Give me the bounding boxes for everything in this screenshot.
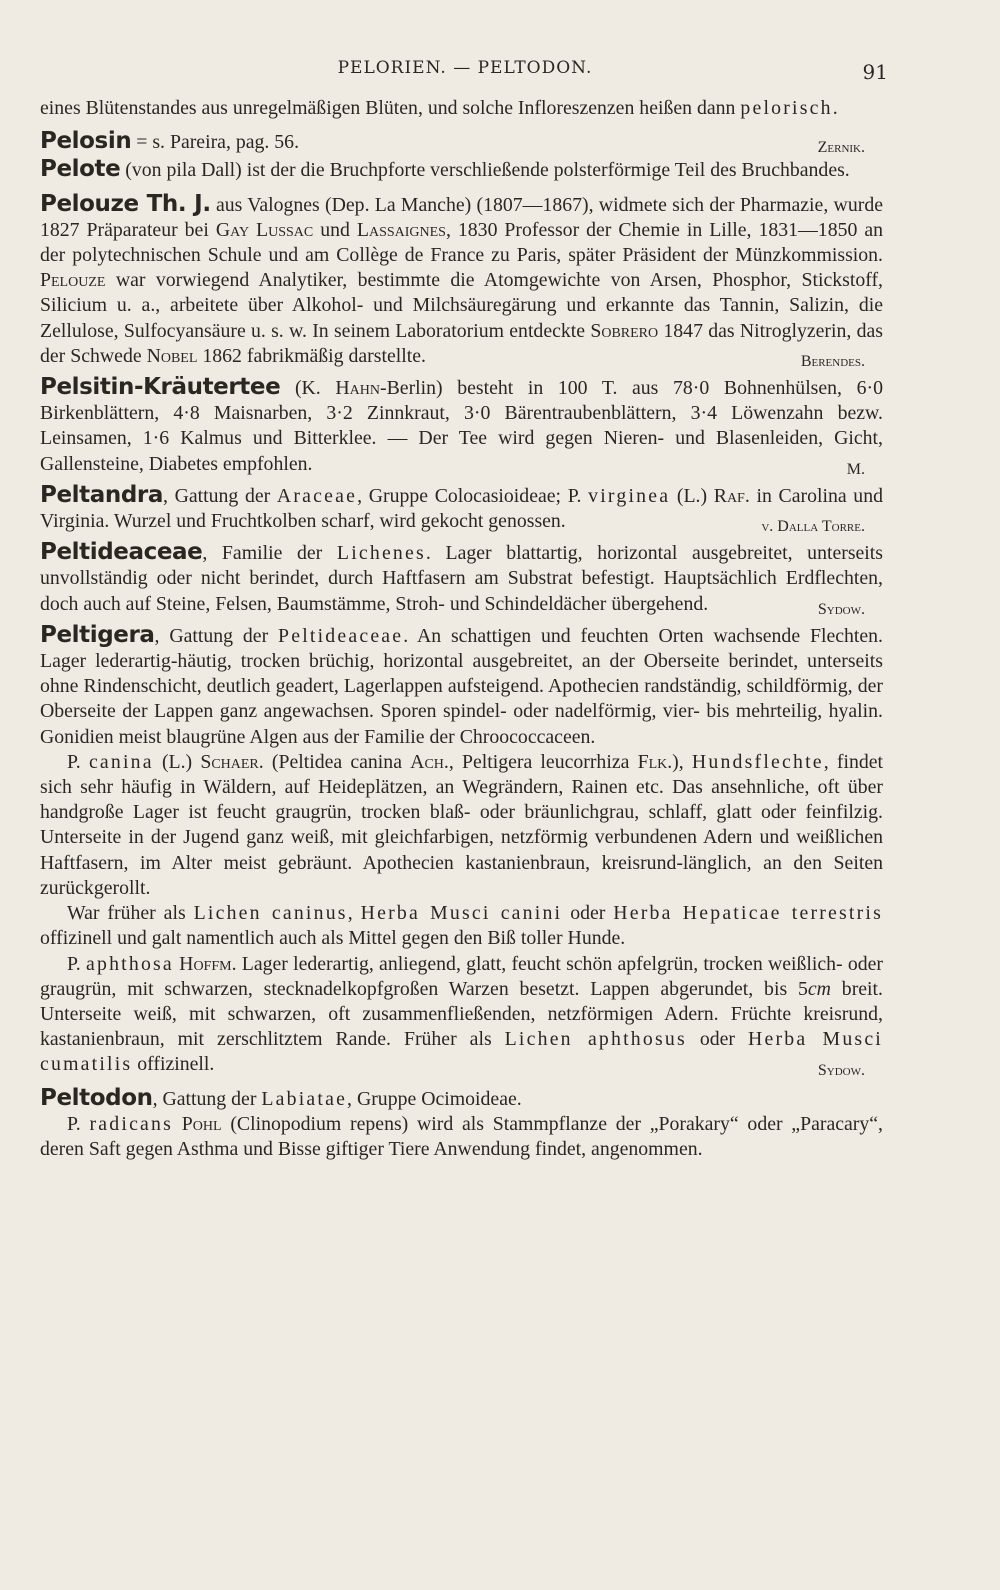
entry-pelouze: Pelouze Th. J. aus Valognes (Dep. La Manche) (1807—1867), widmete sich der Pharmazie, wurde 1827 Präparateur bei Gay Lussac und Lassaignes, 1830 Professor der Chemie in Lille, 1831—1850 an der polytechnischen Schule und am Collège de France zu Paris, später Präsident der Münzkommission. Pelouze war vorwiegend Analytiker, bestimmte die Atomgewichte von Arsen, Phosphor, Stickstoff, Silicium u. a., arbeitete über Alkohol- und Milchsäuregärung und erkannte das Tannin, Salizin, die Zellulose, Sulfocyansäure u. s. w. In seinem Laboratorium entdeckte Sobrero 1847 das Nitroglyzerin, das der Schwede Nobel 1862 fabrikmäßig darstellte. Berendes. bbox=[40, 190, 884, 371]
subentry-canina-use: War früher als Lichen caninus, Herba Musci canini oder Herba Hepaticae terrestris offizinell und galt namentlich auch als Mittel gegen den Biß toller Hunde. bbox=[40, 902, 883, 950]
headword: Pelote bbox=[40, 156, 121, 183]
article-body bbox=[40, 96, 883, 1162]
entry-pelsitin: Pelsitin-Kräutertee (K. Hahn-Berlin) besteht in 100 T. aus 78·0 Bohnenhülsen, 6·0 Birkenblättern, 4·8 Maisnarben, 3·2 Zinnkraut, 3·0 Bärentraubenblättern, 3·4 Löwenzahn bezw. Leinsamen, 1·6 Kalmus und Bitterklee. — Der Tee wird gegen Nieren- und Blasenleiden, Gicht, Gallensteine, Diabetes empfohlen. M. bbox=[40, 374, 883, 478]
author: Berendes. bbox=[800, 353, 865, 371]
subentry-canina: P. canina (L.) Schaer. (Peltidea canina Ach., Peltigera leucorrhiza Flk.), Hundsflechte, findet sich sehr häufig in Wäldern, auf Heideplätzen, an Wegrändern, Rainen etc. Das ansehnliche, oft über handgroße Lager ist feucht graugrün, trocken blaß- oder bräunlichgrau, schlaff, glatt oder feinfilzig. Unterseite in der Jugend ganz weiß, mit gleichfarbigen, netzförmig verbundenen Adern und weißlichen Haftfasern, im Alter meist gebräunt. Apothecien kastanienbraun, kreisrund-länglich, an den Seiten zurückgerollt. bbox=[40, 750, 884, 899]
headword: Peltideaceae bbox=[40, 539, 203, 566]
entry-peltigera: Peltigera, Gattung der Peltideaceae. An schattigen und feuchten Orten wachsende Flechten. Lager lederartig-häutig, trocken brüchig, horizontal ausgebreitet, an der Oberseite berindet, unterseits ohne Rindenschicht, deutlich geadert, Lagerlappen aufsteigend. Apothecien randständig, schildförmig, der Oberseite der Lappen ganz angewachsen. Sporen spindel- oder nadelförmig, vier- bis mehrteilig, hyalin. Gonidien meist blaugrüne Algen aus der Familie der Chroococcaceen. bbox=[40, 621, 884, 748]
author: Zernik. bbox=[817, 139, 865, 157]
headword: Pelouze Th. J. bbox=[40, 190, 211, 217]
headword: Peltandra bbox=[40, 481, 163, 508]
author: M. bbox=[846, 460, 865, 478]
author: v. Dalla Torre. bbox=[761, 518, 865, 536]
entry-peltideaceae: Peltideaceae, Familie der Lichenes. Lager blattartig, horizontal ausgebreitet, unterseits unvollständig oder nicht berindet, durch Haftfasern am Substrat befestigt. Hauptsächlich Erdflechten, doch auch auf Steine, Felsen, Baumstämme, Stroh- und Schindeldächer übergehend. Sydow. bbox=[40, 539, 883, 618]
headword: Pelsitin-Kräutertee bbox=[40, 374, 281, 401]
subentry-radicans: P. radicans Pohl (Clinopodium repens) wird als Stammpflanze der „Porakary“ oder „Paracary“, deren Saft gegen Asthma und Bisse giftiger Tiere Anwendung findet, angenommen. bbox=[40, 1112, 884, 1160]
entry-peltandra: Peltandra, Gattung der Araceae, Gruppe Colocasioideae; P. virginea (L.) Raf. in Carolina und Virginia. Wurzel und Fruchtkolben scharf, wird gekocht genossen. v. Dalla Torre. bbox=[40, 481, 883, 536]
entry-peltodon: Peltodon, Gattung der Labiatae, Gruppe Ocimoideae. bbox=[40, 1084, 522, 1111]
subentry-aphthosa: P. aphthosa Hoffm. Lager lederartig, anliegend, glatt, feucht schön apfelgrün, trocken weißlich- oder graugrün, mit schwarzen, stecknadelkopfgroßen Warzen besetzt. Lappen abgerundet, bis 5cm breit. Unterseite weiß, mit schwarzen, oft zusammenfließenden, netzförmigen Adern. Früchte kreisrund, kastanienbraun, mit zerschlitztem Rande. Früher als Lichen aphthosus oder Herba Musci cumatilis offizinell. Sydow. bbox=[40, 952, 884, 1079]
intro-paragraph: eines Blütenstandes aus unregelmäßigen Blüten, und solche Infloreszenzen heißen dann pelorisch. bbox=[40, 97, 840, 119]
headword: Peltigera bbox=[40, 621, 155, 648]
headword: Pelosin bbox=[40, 128, 132, 155]
running-header: PELORIEN. — PELTODON. bbox=[337, 58, 593, 78]
headword: Peltodon bbox=[40, 1084, 153, 1111]
entry-pelote: Pelote (von pila Dall) ist der die Bruchpforte verschließende polsterförmige Teil des Bruchbandes. bbox=[40, 156, 850, 183]
author: Sydow. bbox=[817, 1061, 865, 1079]
author: Sydow. bbox=[817, 600, 865, 618]
entry-pelosin: Pelosin = s. Pareira, pag. 56. Zernik. bbox=[40, 128, 865, 157]
page-number: 91 bbox=[862, 60, 888, 84]
